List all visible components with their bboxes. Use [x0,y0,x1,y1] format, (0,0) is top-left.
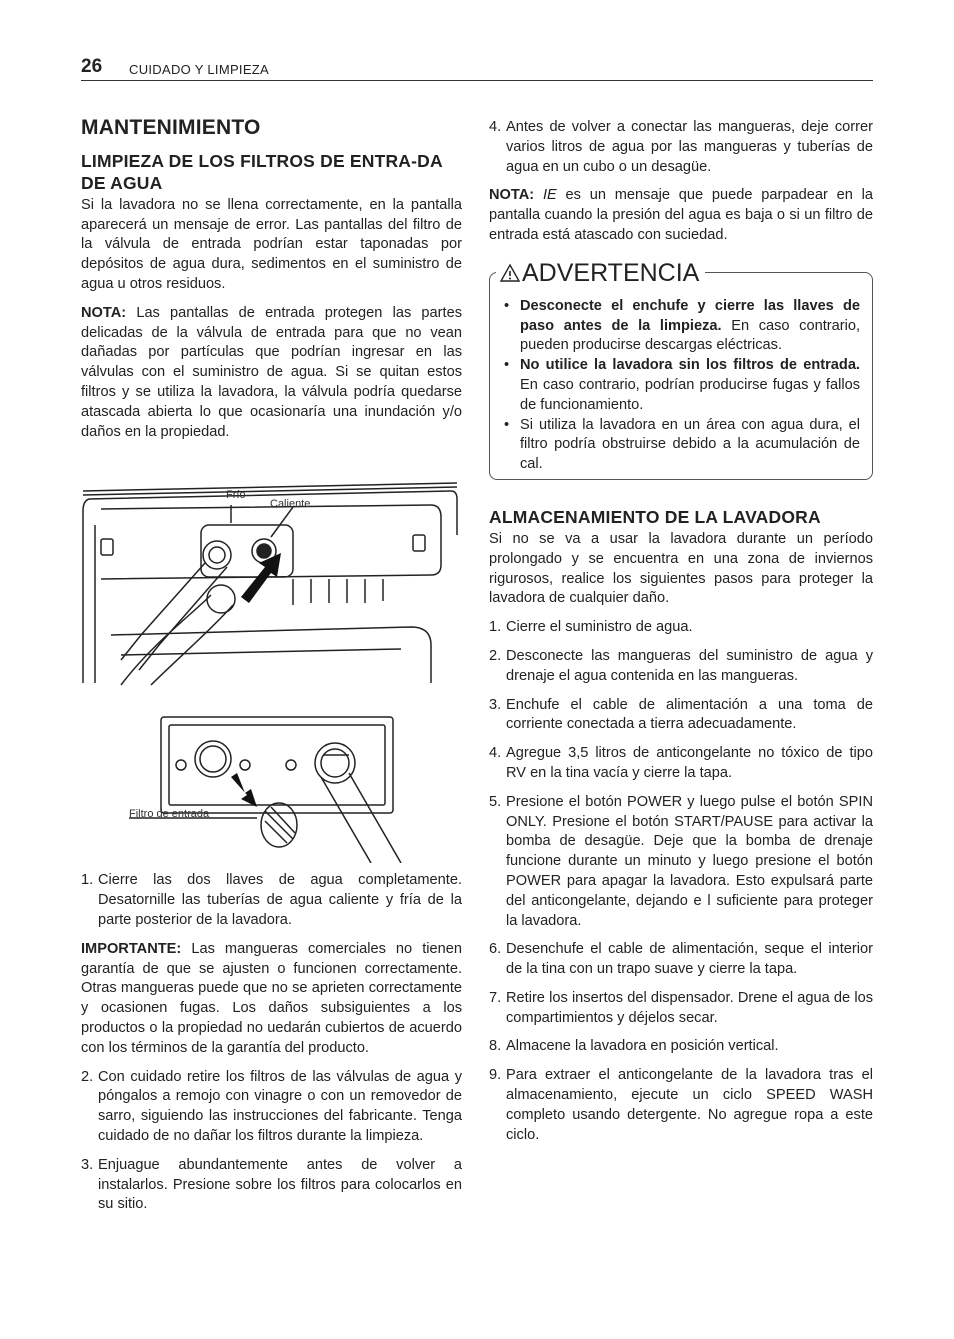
cleaning-steps [81,871,462,930]
list-item: 9. Para extraer el anticongelante de la lavadora tras el almacenamiento, ejecute un ciclo SPEED WASH completo usando detergente. No agregue ropa a este ciclo. [489,1067,873,1143]
note-paragraph [81,304,462,443]
list-item: 1. Cierre el suministro de agua. [489,619,693,636]
page-header [81,56,873,81]
storage-intro: Si no se va a usar la lavadora durante un período prolongado y se encuentra en una zona de inviernos rigurosos, realice los siguientes pasos para proteger la lavadora de cualquier daño. [489,530,873,607]
list-item: 5. Presione el botón POWER y luego pulse el botón SPIN ONLY. Presione el botón START/PAUSE para activar la bomba de desagüe. Deje que la bomba de drenaje funcione durante un minuto y luego presione el botón POWER para apagar la lavadora. Esto expulsará parte del anticongelante, dejando e l suficiente para proteger la lavadora. [489,793,873,929]
washer-valve-drawing [81,455,462,863]
list-item: 1. Cierre las dos llaves de agua completamente. Desatornille las tuberías de agua caliente y fría de la parte posterior de la lavadora. [81,872,462,928]
warning-item: • No utilice la lavadora sin los filtros de entrada. En caso contrario, podrían producirse fugas y fallos de funcionamiento. [504,357,860,413]
section-name: CUIDADO Y LIMPIEZA [129,62,270,77]
warning-item: • Si utiliza la lavadora en un área con agua dura, el filtro podría obstruirse debido a la acumulación de cal. [504,416,860,473]
storage-steps [489,618,873,1145]
storage-title: ALMACENAMIENTO DE LA LAVADORA [489,506,821,527]
note-label: NOTA: [81,304,127,321]
important-label: IMPORTANTE: [81,940,182,957]
list-item: 7. Retire los insertos del dispensador. Drene el agua de los compartimientos y déjelos secar. [489,989,873,1026]
list-item: 6. Desenchufe el cable de alimentación, seque el interior de la tina con un trapo suave y cierre la tapa. [489,941,873,978]
warning-heading [496,259,705,287]
subsection-title: LIMPIEZA DE LOS FILTROS DE ENTRA-DA DE AGUA [81,150,443,193]
cleaning-step-4 [489,118,873,177]
right-column [489,118,873,1154]
list-item: 2. Con cuidado retire los filtros de las válvulas de agua y póngalos a remojo con vinagre o con un removedor de sarro, siguiendo las instrucciones del fabricante. Tenga cuidado de no dañar los filtros durante la limpieza. [81,1068,462,1144]
list-item: 3. Enchufe el cable de alimentación a una toma de corriente conectada a tierra adecuadamente. [489,696,873,733]
error-note [489,186,873,245]
note-label: NOTA: [489,187,535,204]
warning-box [489,258,873,480]
hot-label: Caliente [270,498,311,511]
list-item: 8. Almacene la lavadora en posición vertical. [489,1038,779,1055]
error-code: IE [542,187,557,204]
warning-triangle-icon [500,263,520,283]
page-number: 26 [81,56,103,77]
note-text: Las pantallas de entrada protegen las partes delicadas de la válvula de entrada para que no vean dañadas por partículas que podrían ingresar en las válvulas con el suministro de agua. Si se quitan estos filtros y se utiliza la lavadora, la válvula podría quedarse atascada abierta lo que ocasionaría una inundación y/o daños en la propiedad. [81,304,462,440]
cleaning-steps-continued [81,1068,462,1216]
warning-title: ADVERTENCIA [522,258,700,287]
list-item: 2. Desconecte las mangueras del suministro de agua y drenaje el agua contenida en las mangueras. [489,647,873,684]
cold-label: Frío [226,489,246,502]
note-text: es un mensaje que puede parpadear en la pantalla cuando la presión del agua es baja o si un filtro de entrada está atascado con suciedad. [489,187,873,243]
warning-item: • Desconecte el enchufe y cierre las llaves de paso antes de la limpieza. En caso contrario, pueden producirse descargas eléctricas. [504,297,860,354]
important-text: Las mangueras comerciales no tienen garantía de que se ajusten o funcionen correctamente. Otras mangueras puede que no se aprieten correctamente y ocasionen fugas. Los daños subsiguientes a los productos o la propiedad no uedarán cubiertos de acuerdo con los términos de la garantía del producto. [81,940,462,1056]
list-item: 4. Antes de volver a conectar las mangueras, deje correr varios litros de agua por las mangueras y tuberías de agua en un cubo o un desagüe. [489,119,873,175]
intro-paragraph: Si la lavadora no se llena correctamente, en la pantalla aparecerá un mensaje de error. Las pantallas del filtro de la válvula de entrada podrían estar taponadas por depósitos de agua dura, sedimentos en el suministro de agua u otros residuos. [81,196,462,292]
page-title: MANTENIMIENTO [81,116,261,139]
left-column [81,118,462,1224]
warning-list [504,297,860,475]
filter-label: Filtro de entrada [129,808,210,821]
list-item: 3. Enjuague abundantemente antes de volver a instalarlos. Presione sobre los filtros para colocarlos en su sitio. [81,1156,462,1213]
filter-illustration [81,455,462,863]
list-item: 4. Agregue 3,5 litros de anticongelante no tóxico de tipo RV en la tina vacía y cierre la tapa. [489,745,873,781]
important-paragraph [81,940,462,1059]
